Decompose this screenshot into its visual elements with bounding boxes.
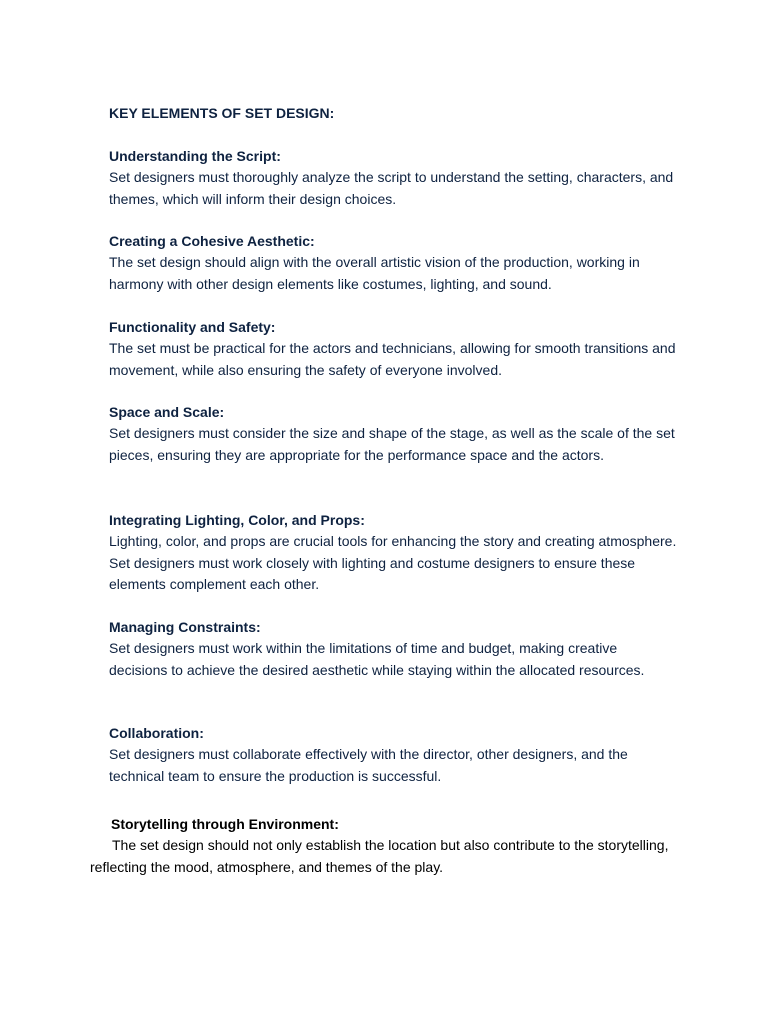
section-heading: Space and Scale: (109, 404, 225, 420)
section-heading: Integrating Lighting, Color, and Props: (109, 512, 365, 528)
section-body: Lighting, color, and props are crucial tools for enhancing the story and creating atmosphere. Set designers must work closely with lighting and costume designers to ensure these elements complement each other. (109, 533, 677, 592)
section-heading: Creating a Cohesive Aesthetic: (109, 233, 315, 249)
section-heading: Storytelling through Environment: (111, 816, 339, 832)
section-body: Set designers must consider the size and shape of the stage, as well as the scale of the set pieces, ensuring they are appropriate for the performance space and the actors. (109, 425, 675, 463)
section-heading: Functionality and Safety: (109, 319, 276, 335)
section-body: The set design should align with the overall artistic vision of the production, working in harmony with other design elements like costumes, lighting, and sound. (109, 254, 640, 292)
section-lighting-color-props (109, 510, 679, 596)
section-body: Set designers must collaborate effectively with the director, other designers, and the technical team to ensure the production is successful. (109, 746, 628, 784)
section-functionality-safety (109, 317, 679, 381)
section-heading: Managing Constraints: (109, 619, 261, 635)
section-cohesive-aesthetic (109, 231, 679, 295)
section-managing-constraints (109, 617, 679, 681)
section-understanding-script (109, 146, 679, 210)
document-title: KEY ELEMENTS OF SET DESIGN: (109, 105, 335, 121)
section-space-scale (109, 402, 679, 466)
section-heading: Collaboration: (109, 725, 204, 741)
section-body: Set designers must work within the limitations of time and budget, making creative decisions to achieve the desired aesthetic while staying within the allocated resources. (109, 640, 645, 678)
section-body: Set designers must thoroughly analyze the script to understand the setting, characters, and themes, which will inform their design choices. (109, 169, 674, 207)
section-body: The set must be practical for the actors and technicians, allowing for smooth transitions and movement, while also ensuring the safety of everyone involved. (109, 340, 676, 378)
section-heading: Understanding the Script: (109, 148, 281, 164)
section-collaboration (109, 723, 679, 787)
section-body: The set design should not only establish the location but also contribute to the storytelling, reflecting the mood, atmosphere, and themes of the play. (90, 837, 669, 875)
section-storytelling-environment (90, 814, 690, 878)
